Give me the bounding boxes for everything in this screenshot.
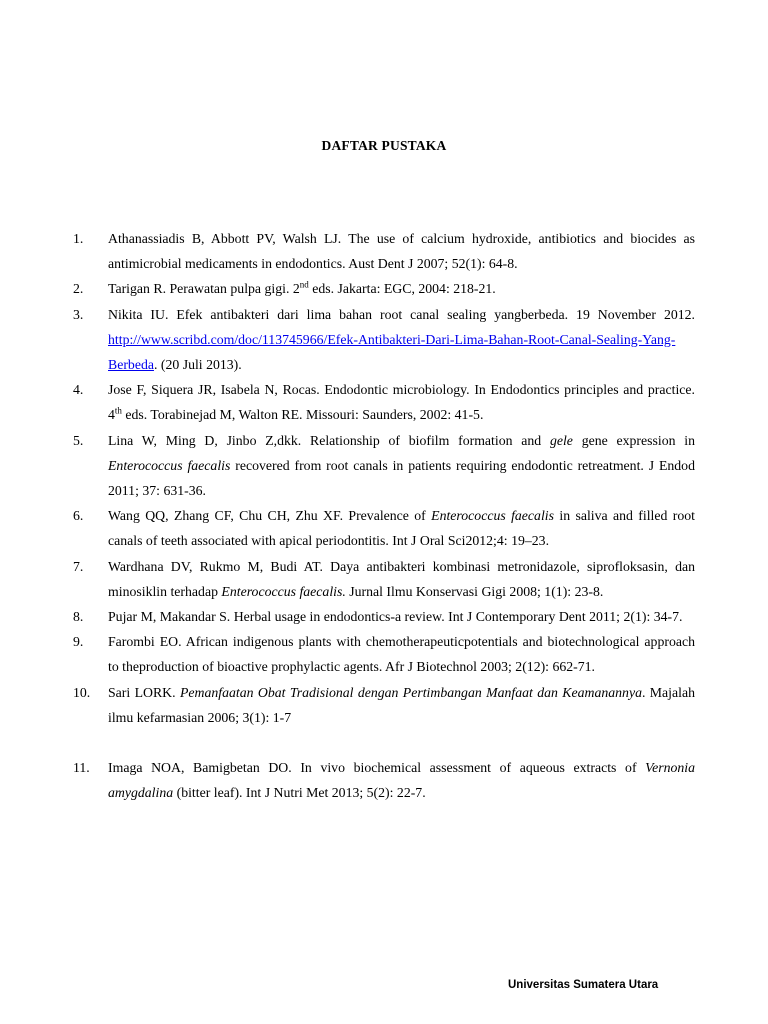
- reference-number: 10.: [73, 684, 91, 700]
- reference-text: Wardhana DV, Rukmo M, Budi AT. Daya antibakteri kombinasi metronidazole, siprofloksasin, dan minosiklin terhadap: [108, 558, 695, 599]
- reference-text: (bitter leaf). Int J Nutri Met 2013; 5(2): 22-7.: [173, 785, 426, 801]
- reference-number: 2.: [73, 281, 84, 297]
- reference-number: 9.: [73, 634, 84, 650]
- reference-item: [73, 377, 695, 427]
- reference-text: . Majalah ilmu kefarmasian 2006; 3(1): 1-7: [108, 684, 695, 725]
- reference-number: 6.: [73, 508, 84, 524]
- reference-list: [73, 226, 695, 805]
- reference-italic: gele: [549, 432, 573, 448]
- footer-institution: Universitas Sumatera Utara: [508, 979, 659, 991]
- reference-number: 5.: [73, 432, 84, 448]
- reference-item: [73, 276, 695, 301]
- reference-item: [73, 554, 695, 604]
- reference-text: Jurnal Ilmu Konservasi Gigi 2008; 1(1): 23-8.: [345, 583, 604, 599]
- reference-item: [73, 755, 695, 805]
- reference-item: [73, 226, 695, 276]
- reference-link[interactable]: http://www.scribd.com/doc/113745966/Efek-Antibakteri-Dari-Lima-Bahan-Root-Canal-Sealing-Yang-Berbeda: [108, 331, 676, 373]
- reference-text: Sari LORK.: [108, 684, 180, 700]
- reference-text: Wang QQ, Zhang CF, Chu CH, Zhu XF. Prevalence of: [108, 508, 432, 524]
- reference-italic: Enterococcus faecalis: [431, 508, 554, 524]
- reference-text: eds. Torabinejad M, Walton RE. Missouri: Saunders, 2002: 41-5.: [121, 407, 484, 423]
- reference-text: eds. Jakarta: EGC, 2004: 218-21.: [308, 281, 496, 297]
- reference-italic: Enterococcus faecalis.: [221, 583, 346, 599]
- superscript: nd: [299, 279, 309, 290]
- reference-number: 3.: [73, 306, 84, 322]
- reference-text: recovered from root canals in patients requiring endodontic retreatment. J Endod 2011; 37: 631-36.: [108, 457, 695, 499]
- reference-item: [73, 428, 695, 504]
- reference-number: 1.: [73, 231, 84, 246]
- reference-item: [73, 302, 695, 378]
- reference-text: . (20 Juli 2013).: [153, 357, 242, 373]
- reference-text: Jose F, Siquera JR, Isabela N, Rocas. Endodontic microbiology. In Endodontics principles and practice. 4: [108, 382, 695, 423]
- superscript: th: [114, 405, 122, 416]
- reference-italic: Pemanfaatan Obat Tradisional dengan Pertimbangan Manfaat dan Keamanannya: [179, 684, 642, 700]
- reference-number: 7.: [73, 558, 84, 574]
- reference-text: Pujar M, Makandar S. Herbal usage in endodontics-a review. Int J Contemporary Dent 2011; 2(1): 34-7.: [108, 609, 683, 625]
- reference-italic: Enterococcus faecalis: [108, 457, 231, 473]
- reference-item: [73, 680, 695, 730]
- reference-text: Imaga NOA, Bamigbetan DO. In vivo biochemical assessment of aqueous extracts of: [108, 760, 646, 776]
- reference-text: in saliva and filled root canals of teeth associated with apical periodontitis. Int J Oral Sci2012;4: 19–23.: [108, 508, 695, 549]
- reference-number: 11.: [73, 760, 90, 776]
- reference-item: [73, 503, 695, 553]
- reference-number: 8.: [73, 609, 84, 625]
- reference-text: Lina W, Ming D, Jinbo Z,dkk. Relationship of biofilm formation and: [108, 432, 550, 448]
- reference-italic: Vernonia amygdalina: [108, 760, 695, 801]
- reference-text: Nikita IU. Efek antibakteri dari lima bahan root canal sealing yangberbeda. 19 November 2012.: [108, 306, 695, 322]
- reference-number: 4.: [73, 382, 84, 398]
- reference-text: Farombi EO. African indigenous plants with chemotherapeuticpotentials and biotechnological approach to theproduction of bioactive prophylactic agents. Afr J Biotechnol 2003; 2(12): 662-71.: [108, 634, 695, 675]
- reference-item: [73, 629, 695, 679]
- reference-text: Tarigan R. Perawatan pulpa gigi. 2: [108, 281, 300, 297]
- reference-item: [73, 604, 695, 629]
- reference-text: gene expression in: [572, 432, 695, 448]
- page-title: DAFTAR PUSTAKA: [321, 138, 447, 153]
- reference-text: Athanassiadis B, Abbott PV, Walsh LJ. The use of calcium hydroxide, antibiotics and biocides as antimicrobial medicaments in endodontics. Aust Dent J 2007; 52(1): 64-8.: [108, 231, 695, 272]
